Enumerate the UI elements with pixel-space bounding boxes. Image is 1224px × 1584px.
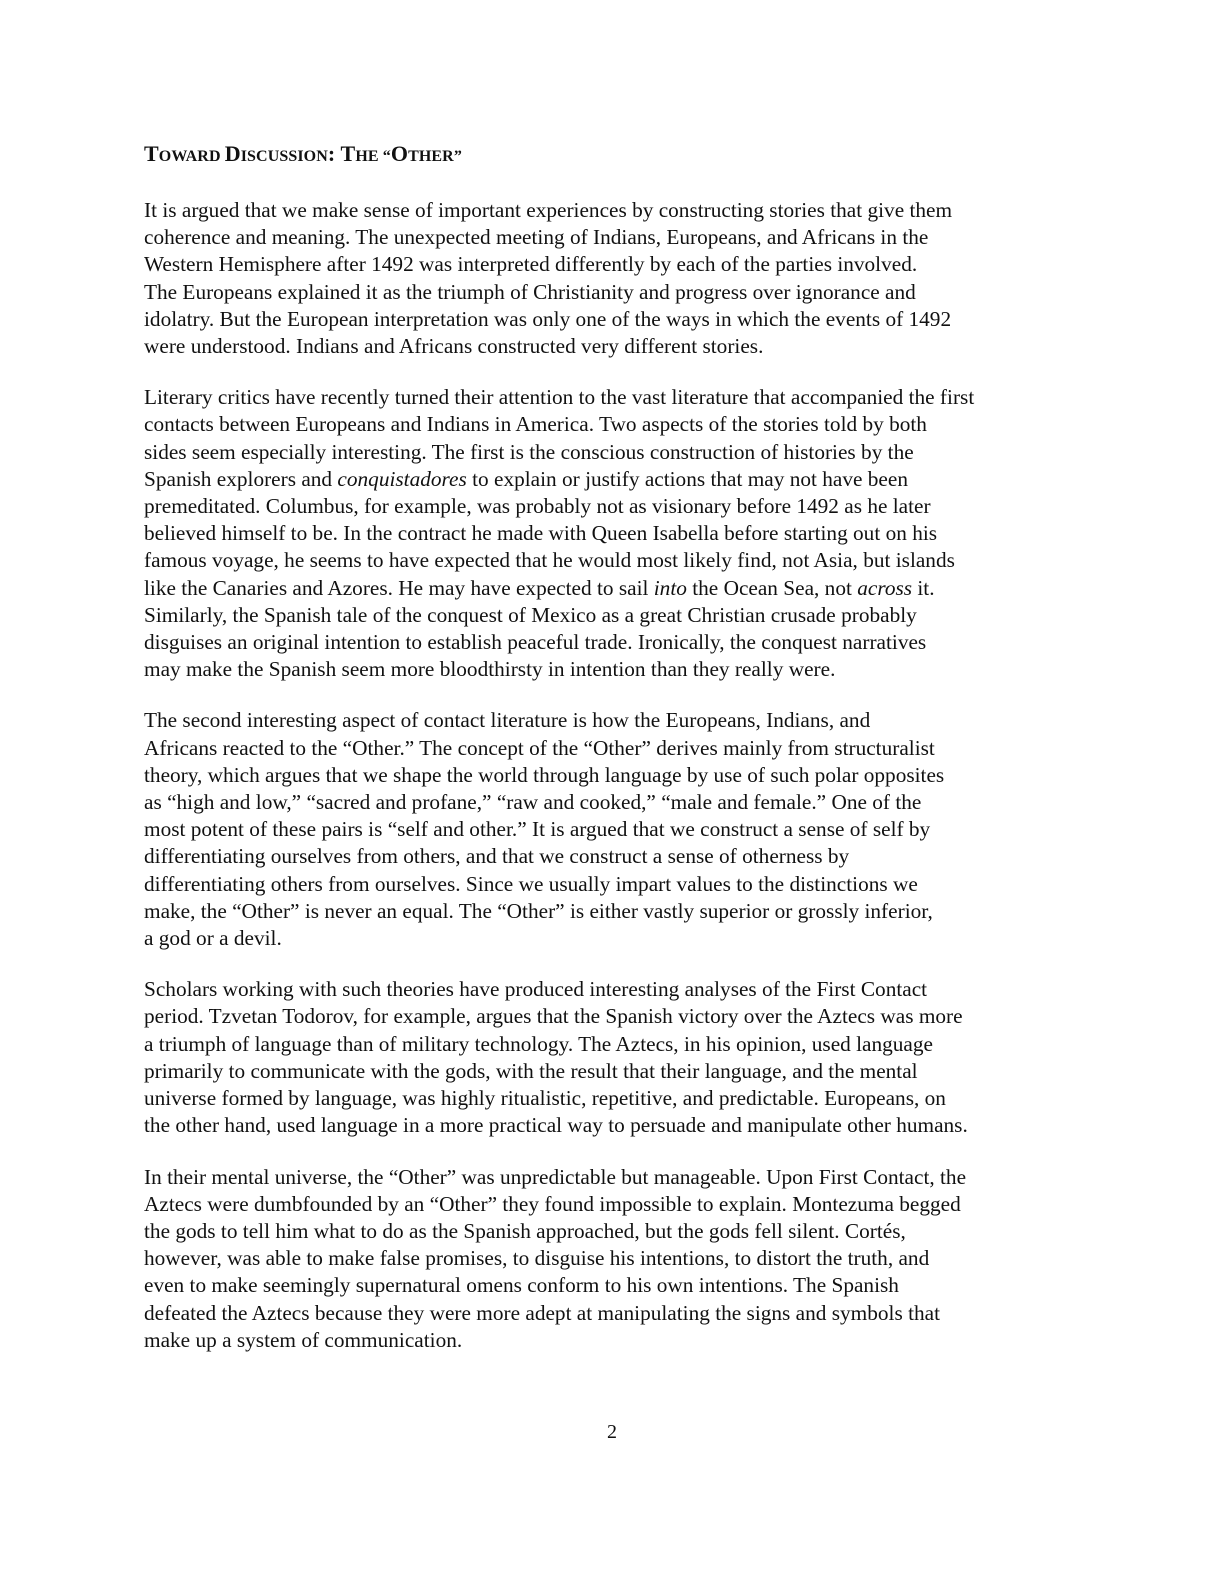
text-line: may make the Spanish seem more bloodthirsty in intention than they really were.: [144, 657, 836, 682]
text-run: Spanish explorers and: [144, 466, 338, 491]
text-line: primarily to communicate with the gods, with the result that their language, and the mental: [144, 1058, 918, 1083]
italic-term: into: [653, 575, 687, 600]
paragraph-2: [144, 384, 1084, 683]
text-run: to explain or justify actions that may not have been: [466, 466, 908, 491]
text-line: even to make seemingly supernatural omens conform to his own intentions. The Spanish: [144, 1273, 899, 1298]
heading-part: T: [144, 141, 159, 166]
text-line: Literary critics have recently turned their attention to the vast literature that accompanied the first: [144, 385, 975, 410]
text-line: coherence and meaning. The unexpected meeting of Indians, Europeans, and Africans in the: [144, 225, 929, 250]
text-line: however, was able to make false promises, to disguise his intentions, to distort the truth, and: [144, 1246, 930, 1271]
text-line: defeated the Aztecs because they were more adept at manipulating the signs and symbols that: [144, 1300, 941, 1325]
text-line: sides seem especially interesting. The first is the conscious construction of histories by the: [144, 439, 914, 464]
italic-term: conquistadores: [337, 466, 467, 491]
paragraph-5: [144, 1164, 1084, 1354]
text-line: The Europeans explained it as the triumph of Christianity and progress over ignorance and: [144, 279, 916, 304]
document-page: [144, 140, 1084, 1378]
text-line: Aztecs were dumbfounded by an “Other” they found impossible to explain. Montezuma begged: [144, 1191, 961, 1216]
text-line: differentiating others from ourselves. Since we usually impart values to the distinctions we: [144, 871, 918, 896]
text-line: most potent of these pairs is “self and other.” It is argued that we construct a sense of self by: [144, 817, 931, 842]
text-line: [144, 466, 1084, 493]
text-line: famous voyage, he seems to have expected that he would most likely find, not Asia, but islands: [144, 548, 955, 573]
text-line: make up a system of communication.: [144, 1327, 463, 1352]
text-line: as “high and low,” “sacred and profane,” “raw and cooked,” “male and female.” One of the: [144, 790, 922, 815]
text-line: were understood. Indians and Africans constructed very different stories.: [144, 334, 764, 359]
heading-part: T: [340, 141, 356, 166]
heading-part: ”: [453, 148, 462, 165]
text-line: universe formed by language, was highly ritualistic, repetitive, and predictable. Europeans, on: [144, 1086, 946, 1111]
text-line: Scholars working with such theories have produced interesting analyses of the First Contact: [144, 977, 928, 1002]
heading-part: OWARD: [158, 148, 225, 165]
heading-part: ISCUSSION: [240, 148, 328, 165]
heading-part: “: [382, 148, 391, 165]
paragraph-4: [144, 976, 1084, 1139]
text-line: a god or a devil.: [144, 926, 282, 951]
paragraph-1: [144, 197, 1084, 360]
heading-part: THER: [408, 148, 454, 165]
text-run: like the Canaries and Azores. He may have expected to sail: [144, 575, 654, 600]
text-line: premeditated. Columbus, for example, was probably not as visionary before 1492 as he later: [144, 494, 931, 519]
text-line: the gods to tell him what to do as the Spanish approached, but the gods fell silent. Cortés,: [144, 1218, 906, 1243]
text-run: the Ocean Sea, not: [686, 575, 858, 600]
paragraph-3: [144, 707, 1084, 952]
text-line: Similarly, the Spanish tale of the conquest of Mexico as a great Christian crusade probably: [144, 602, 917, 627]
text-line: the other hand, used language in a more practical way to persuade and manipulate other humans.: [144, 1113, 968, 1138]
section-heading: [144, 140, 1084, 171]
italic-term: across: [857, 575, 913, 600]
text-line: idolatry. But the European interpretation was only one of the ways in which the events of 1492: [144, 306, 952, 331]
page-number: 2: [607, 1421, 617, 1443]
text-run: it.: [912, 575, 935, 600]
text-line: In their mental universe, the “Other” was unpredictable but manageable. Upon First Contact, the: [144, 1164, 967, 1189]
text-line: believed himself to be. In the contract he made with Queen Isabella before starting out on his: [144, 521, 938, 546]
text-line: period. Tzvetan Todorov, for example, argues that the Spanish victory over the Aztecs was more: [144, 1004, 963, 1029]
text-line: a triumph of language than of military technology. The Aztecs, in his opinion, used language: [144, 1031, 933, 1056]
text-line: The second interesting aspect of contact literature is how the Europeans, Indians, and: [144, 708, 871, 733]
text-line: differentiating ourselves from others, and that we construct a sense of otherness by: [144, 844, 850, 869]
text-line: theory, which argues that we shape the world through language by use of such polar opposites: [144, 762, 945, 787]
text-line: contacts between Europeans and Indians in America. Two aspects of the stories told by both: [144, 412, 927, 437]
text-line: [144, 575, 1084, 602]
text-line: make, the “Other” is never an equal. The “Other” is either vastly superior or grossly inferior,: [144, 898, 933, 923]
text-line: It is argued that we make sense of important experiences by constructing stories that give them: [144, 198, 953, 222]
heading-part: HE: [355, 148, 383, 165]
heading-part: O: [390, 141, 409, 166]
heading-part: :: [327, 141, 341, 166]
text-line: Western Hemisphere after 1492 was interpreted differently by each of the parties involved.: [144, 252, 918, 277]
text-line: disguises an original intention to establish peaceful trade. Ironically, the conquest narratives: [144, 630, 927, 655]
text-line: Africans reacted to the “Other.” The concept of the “Other” derives mainly from structuralist: [144, 735, 935, 760]
heading-part: D: [224, 141, 241, 166]
